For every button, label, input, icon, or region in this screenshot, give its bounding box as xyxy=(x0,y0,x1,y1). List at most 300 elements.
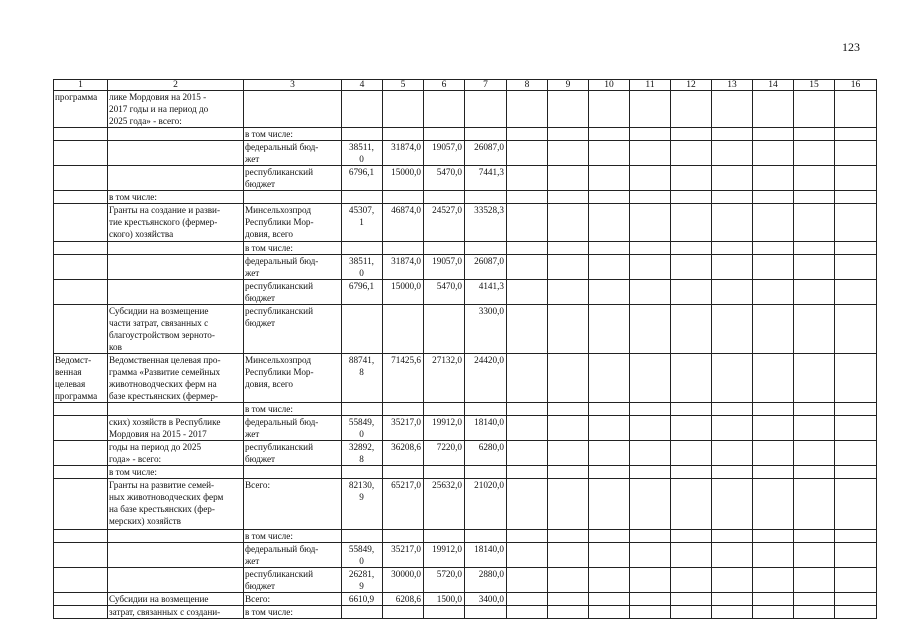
empty-cell xyxy=(548,91,589,128)
table-row xyxy=(54,280,877,305)
value-cell: 38511, 0 xyxy=(342,255,383,280)
table-row xyxy=(54,466,877,479)
empty-cell xyxy=(712,403,753,416)
empty-cell xyxy=(589,354,630,403)
funding-source-cell: в том числе: xyxy=(244,530,342,543)
program-type-cell xyxy=(54,530,108,543)
empty-cell xyxy=(753,543,794,568)
empty-cell xyxy=(794,141,835,166)
empty-cell xyxy=(671,466,712,479)
empty-cell xyxy=(712,166,753,191)
table-row xyxy=(54,91,877,128)
value-cell xyxy=(383,128,424,141)
value-cell xyxy=(465,403,507,416)
value-cell xyxy=(383,530,424,543)
value-cell xyxy=(383,403,424,416)
funding-source-cell: в том числе: xyxy=(244,606,342,619)
value-cell xyxy=(465,242,507,255)
empty-cell xyxy=(630,441,671,466)
empty-cell xyxy=(835,91,877,128)
program-type-cell xyxy=(54,280,108,305)
empty-cell xyxy=(671,543,712,568)
empty-cell xyxy=(548,416,589,441)
value-cell: 6610,9 xyxy=(342,593,383,606)
value-cell: 7441,3 xyxy=(465,166,507,191)
column-number: 6 xyxy=(424,80,465,91)
empty-cell xyxy=(548,354,589,403)
value-cell xyxy=(465,530,507,543)
empty-cell xyxy=(712,204,753,242)
funding-source-cell xyxy=(244,91,342,128)
value-cell: 15000,0 xyxy=(383,166,424,191)
empty-cell xyxy=(835,141,877,166)
empty-cell xyxy=(630,91,671,128)
value-cell: 31874,0 xyxy=(383,141,424,166)
value-cell: 21020,0 xyxy=(465,479,507,530)
program-name-cell xyxy=(108,280,244,305)
empty-cell xyxy=(753,141,794,166)
empty-cell xyxy=(753,91,794,128)
program-type-cell xyxy=(54,141,108,166)
empty-cell xyxy=(507,416,548,441)
empty-cell xyxy=(630,416,671,441)
empty-cell xyxy=(835,403,877,416)
empty-cell xyxy=(507,166,548,191)
program-type-cell xyxy=(54,305,108,354)
value-cell xyxy=(465,466,507,479)
empty-cell xyxy=(794,593,835,606)
funding-source-cell xyxy=(244,191,342,204)
empty-cell xyxy=(630,128,671,141)
empty-cell xyxy=(548,255,589,280)
empty-cell xyxy=(794,204,835,242)
program-type-cell xyxy=(54,441,108,466)
value-cell: 25632,0 xyxy=(424,479,465,530)
empty-cell xyxy=(753,441,794,466)
program-type-cell xyxy=(54,242,108,255)
program-name-cell xyxy=(108,568,244,593)
empty-cell xyxy=(835,530,877,543)
value-cell xyxy=(424,191,465,204)
empty-cell xyxy=(794,91,835,128)
funding-source-cell: республиканский бюджет xyxy=(244,305,342,354)
empty-cell xyxy=(507,593,548,606)
value-cell xyxy=(383,466,424,479)
value-cell: 55849, 0 xyxy=(342,416,383,441)
empty-cell xyxy=(712,242,753,255)
funding-source-cell: Минсельхозпрод Республики Мор- довия, всего xyxy=(244,204,342,242)
value-cell: 26087,0 xyxy=(465,141,507,166)
empty-cell xyxy=(589,441,630,466)
value-cell xyxy=(424,606,465,619)
value-cell: 19057,0 xyxy=(424,255,465,280)
column-number: 2 xyxy=(108,80,244,91)
table-row xyxy=(54,305,877,354)
funding-source-cell: федеральный бюд- жет xyxy=(244,416,342,441)
empty-cell xyxy=(712,255,753,280)
column-number: 11 xyxy=(630,80,671,91)
empty-cell xyxy=(794,441,835,466)
value-cell: 27132,0 xyxy=(424,354,465,403)
empty-cell xyxy=(671,280,712,305)
empty-cell xyxy=(835,166,877,191)
empty-cell xyxy=(712,530,753,543)
table-row xyxy=(54,255,877,280)
value-cell: 26281, 9 xyxy=(342,568,383,593)
empty-cell xyxy=(794,280,835,305)
empty-cell xyxy=(630,568,671,593)
empty-cell xyxy=(548,305,589,354)
empty-cell xyxy=(671,191,712,204)
empty-cell xyxy=(835,479,877,530)
empty-cell xyxy=(835,416,877,441)
empty-cell xyxy=(794,166,835,191)
empty-cell xyxy=(794,128,835,141)
empty-cell xyxy=(589,280,630,305)
table-row xyxy=(54,543,877,568)
empty-cell xyxy=(671,593,712,606)
empty-cell xyxy=(589,543,630,568)
empty-cell xyxy=(630,166,671,191)
empty-cell xyxy=(794,530,835,543)
program-name-cell: Гранты на создание и разви- тие крестьянского (фермер- ского) хозяйства xyxy=(108,204,244,242)
program-type-cell: Ведомст- венная целевая программа xyxy=(54,354,108,403)
value-cell xyxy=(383,242,424,255)
table-row xyxy=(54,166,877,191)
funding-source-cell: Минсельхозпрод Республики Мор- довия, всего xyxy=(244,354,342,403)
value-cell: 19912,0 xyxy=(424,416,465,441)
empty-cell xyxy=(548,242,589,255)
empty-cell xyxy=(671,128,712,141)
column-number: 5 xyxy=(383,80,424,91)
value-cell: 35217,0 xyxy=(383,543,424,568)
empty-cell xyxy=(630,191,671,204)
funding-source-cell: в том числе: xyxy=(244,403,342,416)
value-cell: 71425,6 xyxy=(383,354,424,403)
empty-cell xyxy=(589,166,630,191)
table-row xyxy=(54,204,877,242)
value-cell xyxy=(342,191,383,204)
program-name-cell: Гранты на развитие семей- ных животноводческих ферм на базе крестьянских (фер- мерских) хозяйств xyxy=(108,479,244,530)
empty-cell xyxy=(589,305,630,354)
value-cell xyxy=(424,403,465,416)
empty-cell xyxy=(671,441,712,466)
program-type-cell xyxy=(54,255,108,280)
empty-cell xyxy=(671,403,712,416)
program-name-cell: Субсидии на возмещение xyxy=(108,593,244,606)
table-row xyxy=(54,441,877,466)
empty-cell xyxy=(507,141,548,166)
empty-cell xyxy=(835,568,877,593)
empty-cell xyxy=(671,242,712,255)
column-number: 10 xyxy=(589,80,630,91)
empty-cell xyxy=(712,466,753,479)
value-cell xyxy=(424,530,465,543)
value-cell xyxy=(342,403,383,416)
empty-cell xyxy=(671,416,712,441)
empty-cell xyxy=(548,530,589,543)
empty-cell xyxy=(753,479,794,530)
empty-cell xyxy=(630,403,671,416)
value-cell xyxy=(465,191,507,204)
empty-cell xyxy=(835,305,877,354)
program-type-cell xyxy=(54,204,108,242)
value-cell xyxy=(424,91,465,128)
table-row xyxy=(54,568,877,593)
empty-cell xyxy=(794,479,835,530)
program-name-cell: лике Мордовия на 2015 - 2017 годы и на период до 2025 года» - всего: xyxy=(108,91,244,128)
value-cell: 5470,0 xyxy=(424,280,465,305)
empty-cell xyxy=(548,166,589,191)
value-cell: 32892, 8 xyxy=(342,441,383,466)
empty-cell xyxy=(630,530,671,543)
column-number: 15 xyxy=(794,80,835,91)
value-cell xyxy=(424,242,465,255)
empty-cell xyxy=(794,191,835,204)
empty-cell xyxy=(712,416,753,441)
program-type-cell: программа xyxy=(54,91,108,128)
program-name-cell xyxy=(108,128,244,141)
empty-cell xyxy=(671,166,712,191)
funding-source-cell: в том числе: xyxy=(244,128,342,141)
value-cell: 6796,1 xyxy=(342,280,383,305)
empty-cell xyxy=(794,606,835,619)
empty-cell xyxy=(835,191,877,204)
program-name-cell xyxy=(108,530,244,543)
empty-cell xyxy=(671,204,712,242)
value-cell: 18140,0 xyxy=(465,543,507,568)
column-number: 12 xyxy=(671,80,712,91)
funding-source-cell: Всего: xyxy=(244,593,342,606)
empty-cell xyxy=(794,466,835,479)
empty-cell xyxy=(507,191,548,204)
column-number: 7 xyxy=(465,80,507,91)
program-name-cell: Ведомственная целевая про- грамма «Развитие семейных животноводческих ферм на базе крестьянских (фермер- xyxy=(108,354,244,403)
value-cell: 4141,3 xyxy=(465,280,507,305)
empty-cell xyxy=(548,466,589,479)
value-cell: 1500,0 xyxy=(424,593,465,606)
table-row xyxy=(54,128,877,141)
empty-cell xyxy=(794,305,835,354)
value-cell xyxy=(342,128,383,141)
value-cell: 7220,0 xyxy=(424,441,465,466)
empty-cell xyxy=(548,479,589,530)
empty-cell xyxy=(794,354,835,403)
program-type-cell xyxy=(54,606,108,619)
funding-source-cell xyxy=(244,466,342,479)
empty-cell xyxy=(548,204,589,242)
empty-cell xyxy=(507,128,548,141)
empty-cell xyxy=(712,354,753,403)
table-row xyxy=(54,403,877,416)
program-type-cell xyxy=(54,568,108,593)
column-number: 8 xyxy=(507,80,548,91)
funding-source-cell: республиканский бюджет xyxy=(244,441,342,466)
empty-cell xyxy=(835,354,877,403)
program-name-cell xyxy=(108,403,244,416)
empty-cell xyxy=(630,593,671,606)
empty-cell xyxy=(589,255,630,280)
value-cell: 15000,0 xyxy=(383,280,424,305)
empty-cell xyxy=(507,441,548,466)
empty-cell xyxy=(630,280,671,305)
empty-cell xyxy=(753,466,794,479)
empty-cell xyxy=(671,530,712,543)
empty-cell xyxy=(507,543,548,568)
budget-table xyxy=(53,79,877,619)
empty-cell xyxy=(589,191,630,204)
empty-cell xyxy=(507,403,548,416)
empty-cell xyxy=(835,466,877,479)
table-row xyxy=(54,479,877,530)
empty-cell xyxy=(794,543,835,568)
value-cell: 19912,0 xyxy=(424,543,465,568)
empty-cell xyxy=(835,204,877,242)
empty-cell xyxy=(753,606,794,619)
value-cell xyxy=(424,305,465,354)
column-number: 4 xyxy=(342,80,383,91)
value-cell: 30000,0 xyxy=(383,568,424,593)
value-cell: 5720,0 xyxy=(424,568,465,593)
empty-cell xyxy=(712,91,753,128)
empty-cell xyxy=(589,593,630,606)
empty-cell xyxy=(671,255,712,280)
value-cell: 24527,0 xyxy=(424,204,465,242)
empty-cell xyxy=(507,606,548,619)
empty-cell xyxy=(630,305,671,354)
empty-cell xyxy=(630,543,671,568)
empty-cell xyxy=(589,242,630,255)
empty-cell xyxy=(753,242,794,255)
empty-cell xyxy=(548,606,589,619)
empty-cell xyxy=(548,191,589,204)
empty-cell xyxy=(630,354,671,403)
value-cell: 5470,0 xyxy=(424,166,465,191)
empty-cell xyxy=(753,354,794,403)
value-cell: 6280,0 xyxy=(465,441,507,466)
empty-cell xyxy=(712,606,753,619)
empty-cell xyxy=(589,204,630,242)
empty-cell xyxy=(753,280,794,305)
value-cell: 26087,0 xyxy=(465,255,507,280)
value-cell xyxy=(424,466,465,479)
empty-cell xyxy=(507,255,548,280)
empty-cell xyxy=(630,606,671,619)
funding-source-cell: федеральный бюд- жет xyxy=(244,141,342,166)
value-cell: 88741, 8 xyxy=(342,354,383,403)
empty-cell xyxy=(671,305,712,354)
empty-cell xyxy=(630,255,671,280)
empty-cell xyxy=(589,479,630,530)
value-cell: 38511, 0 xyxy=(342,141,383,166)
empty-cell xyxy=(671,141,712,166)
empty-cell xyxy=(589,568,630,593)
empty-cell xyxy=(548,441,589,466)
program-name-cell: в том числе: xyxy=(108,191,244,204)
value-cell xyxy=(465,91,507,128)
empty-cell xyxy=(753,255,794,280)
empty-cell xyxy=(835,128,877,141)
program-name-cell: в том числе: xyxy=(108,466,244,479)
program-name-cell: годы на период до 2025 года» - всего: xyxy=(108,441,244,466)
value-cell: 2880,0 xyxy=(465,568,507,593)
program-name-cell: затрат, связанных с создани- xyxy=(108,606,244,619)
empty-cell xyxy=(753,191,794,204)
value-cell xyxy=(342,606,383,619)
empty-cell xyxy=(835,255,877,280)
empty-cell xyxy=(712,128,753,141)
program-type-cell xyxy=(54,466,108,479)
empty-cell xyxy=(671,606,712,619)
empty-cell xyxy=(835,593,877,606)
empty-cell xyxy=(753,204,794,242)
empty-cell xyxy=(507,479,548,530)
empty-cell xyxy=(712,568,753,593)
empty-cell xyxy=(589,466,630,479)
program-type-cell xyxy=(54,593,108,606)
empty-cell xyxy=(712,479,753,530)
funding-source-cell: федеральный бюд- жет xyxy=(244,255,342,280)
empty-cell xyxy=(712,280,753,305)
empty-cell xyxy=(712,543,753,568)
empty-cell xyxy=(712,593,753,606)
program-type-cell xyxy=(54,543,108,568)
empty-cell xyxy=(507,568,548,593)
funding-source-cell: Всего: xyxy=(244,479,342,530)
value-cell xyxy=(342,466,383,479)
program-name-cell xyxy=(108,141,244,166)
funding-source-cell: республиканский бюджет xyxy=(244,568,342,593)
empty-cell xyxy=(835,242,877,255)
empty-cell xyxy=(835,543,877,568)
column-number: 14 xyxy=(753,80,794,91)
empty-cell xyxy=(589,128,630,141)
value-cell: 45307, 1 xyxy=(342,204,383,242)
value-cell xyxy=(383,606,424,619)
empty-cell xyxy=(712,141,753,166)
value-cell: 6208,6 xyxy=(383,593,424,606)
value-cell xyxy=(465,128,507,141)
value-cell xyxy=(383,191,424,204)
empty-cell xyxy=(753,403,794,416)
program-type-cell xyxy=(54,166,108,191)
value-cell xyxy=(383,305,424,354)
value-cell: 18140,0 xyxy=(465,416,507,441)
program-name-cell xyxy=(108,543,244,568)
funding-source-cell: в том числе: xyxy=(244,242,342,255)
value-cell: 3400,0 xyxy=(465,593,507,606)
value-cell: 46874,0 xyxy=(383,204,424,242)
empty-cell xyxy=(507,530,548,543)
empty-cell xyxy=(589,141,630,166)
empty-cell xyxy=(589,606,630,619)
empty-cell xyxy=(548,403,589,416)
table-row xyxy=(54,191,877,204)
empty-cell xyxy=(835,280,877,305)
program-type-cell xyxy=(54,416,108,441)
empty-cell xyxy=(589,91,630,128)
empty-cell xyxy=(589,530,630,543)
value-cell xyxy=(342,242,383,255)
column-number: 16 xyxy=(835,80,877,91)
empty-cell xyxy=(548,568,589,593)
value-cell: 24420,0 xyxy=(465,354,507,403)
empty-cell xyxy=(794,255,835,280)
funding-source-cell: федеральный бюд- жет xyxy=(244,543,342,568)
empty-cell xyxy=(753,593,794,606)
empty-cell xyxy=(835,606,877,619)
empty-cell xyxy=(753,166,794,191)
